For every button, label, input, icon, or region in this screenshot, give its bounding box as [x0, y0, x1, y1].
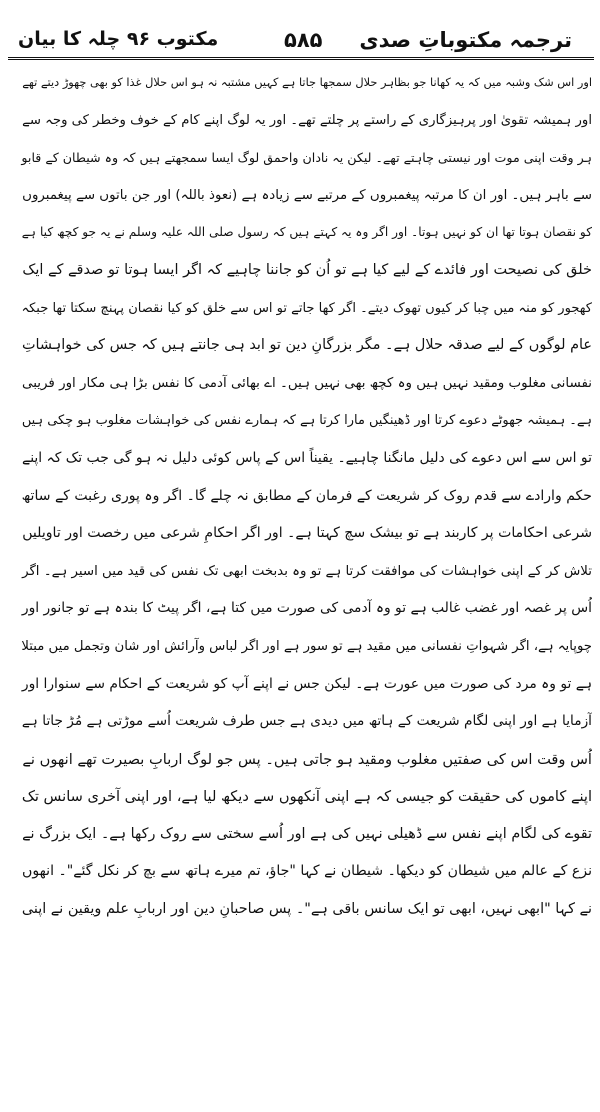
text-line: اور ہمیشہ تقویٰ اور پرہیزگاری کے راستے پر چلتے تھے۔ اور یہ لوگ اپنے کام کے خوف وخطر کی وجہ سے — [22, 112, 592, 128]
text-line: سے باہر ہیں۔ اور ان کا مرتبہ پیغمبروں کے مرتبے سے زیادہ ہے (نعوذ باللہ) اور جن باتوں سے پیغمبروں — [22, 187, 592, 203]
text-line: چوپایہ ہے، اگر شہواتِ نفسانی میں مقید ہے تو سور ہے اور اگر لباس وآرائش اور شان وتجمل میں مبتلا — [21, 638, 592, 654]
text-line: نزع کے عالم میں شیطان کو دیکھا۔ شیطان نے کہا "جاؤ، تم میرے ہاتھ سے بچ کر نکل گئے"۔ انھوں — [22, 863, 592, 880]
text-line: نے کہا "ابھی نہیں، ابھی تو ایک سانس باقی ہے"۔ پس صاحبانِ دین اور اربابِ علم ویقین نے اپنی — [21, 901, 592, 918]
body-text — [10, 64, 592, 929]
text-line: ہے۔ ہمیشہ جھوٹے دعوے کرتا اور ڈھینگیں مارا کرتا ہے کہ ہمارے نفس کی خواہشات مغلوب ہو چکی ہیں — [21, 413, 592, 429]
header-divider — [8, 57, 594, 60]
text-line: اُس وقت اس کی صفتیں مغلوب ومقید ہو جاتی ہیں۔ پس جو لوگ اربابِ بصیرت تھے انھوں نے — [22, 750, 592, 768]
text-line: تو اس سے اس دعوے کی دلیل مانگنا چاہیے۔ یقیناً اس کے پاس کوئی دلیل نہ ہو گی جب تک کہ اپنے — [22, 449, 592, 466]
text-line: عام لوگوں کے لیے صدقہ حلال ہے۔ مگر بزرگانِ دین تو ابد ہی جانتے ہیں کہ جس کی خواہشاتِ — [21, 337, 592, 354]
text-line: اُس پر غصہ اور غضب غالب ہے تو وہ آدمی کی صورت میں کتا ہے، اگر پیٹ کا بندہ ہے تو جانور اور — [21, 600, 592, 617]
text-line: اور اس شک وشبہ میں کہ یہ کھانا جو بظاہر حلال سمجھا جاتا ہے کہیں مشتبہ نہ ہو اس حلال غذا کو بھی چھوڑ دیتے تھے — [22, 75, 592, 89]
text-line: حکم وارادے سے قدم روک کر شریعت کے فرمان کے مطابق نہ چلے گا۔ اگر وہ پوری رغبت کے ساتھ — [21, 487, 592, 504]
text-line: ہر وقت اپنی موت اور نیستی چاہتے تھے۔ لیکن یہ نادان واحمق لوگ ایسا سمجھتے ہیں کہ وہ شیطان کے قابو — [21, 150, 592, 166]
text-line: نفسانی مغلوب ومقید نہیں ہیں وہ کچھ بھی نہیں ہیں۔ اے بھائی آدمی کا نفس بڑا ہی مکار اور فریبی — [22, 375, 592, 391]
text-line: کو نقصان ہوتا تھا ان کو نہیں ہوتا۔ اور اگر وہ یہ کہتے ہیں کہ رسول صلی اللہ علیہ وسلم نے یہ جو کچھ کیا ہے — [21, 225, 592, 240]
letter-title: مکتوب ۹۶ چلہ کا بیان — [18, 28, 219, 50]
text-line: اپنے کاموں کی حقیقت کو جیسی کہ ہے اپنی آنکھوں سے دیکھ لیا ہے، اور اپنی آخری سانس تک — [21, 788, 592, 806]
text-line: کھجور کو منہ میں چبا کر کیوں تھوک دیتے۔ اگر کھا جاتے تو اس سے خلق کو کیا نقصان پہنچ سکتا تھا جبکہ — [21, 300, 592, 316]
text-line: آزمایا ہے اور اپنی لگام شریعت کے ہاتھ میں دیدی ہے جس طرف شریعت اُسے موڑتی ہے مُڑ جاتا ہے — [21, 713, 592, 730]
text-line: ہے تو وہ مرد کی صورت میں عورت ہے۔ لیکن جس نے اپنے آپ کو شریعت کے احکام سے سنوارا اور — [21, 675, 592, 692]
text-line: خلق کی نصیحت اور فائدے کے لیے کیا ہے تو اُن کو جاننا چاہیے کہ اگر ایسا ہوتا تو صدقے کے ایک — [22, 261, 592, 278]
text-line: تلاش کر کے اپنی خواہشات کی موافقت کرتا ہے تو وہ بدبخت ابھی تک نفس کی قید میں اسیر ہے۔ اگر — [22, 563, 592, 579]
page-number: ۵۸۵ — [284, 28, 323, 52]
book-title: ترجمہ مکتوباتِ صدی — [359, 28, 572, 52]
text-line: شرعی احکامات پر کاربند ہے تو بیشک سچ کہتا ہے۔ اور اگر احکامِ شرعی میں رخصت اور تاویلیں — [22, 525, 592, 542]
text-line: تقوے کی لگام اپنے نفس سے ڈھیلی نہیں کی ہے اور اُسے سختی سے روک رکھا ہے۔ ایک بزرگ نے — [22, 825, 592, 842]
page-header — [8, 0, 594, 56]
